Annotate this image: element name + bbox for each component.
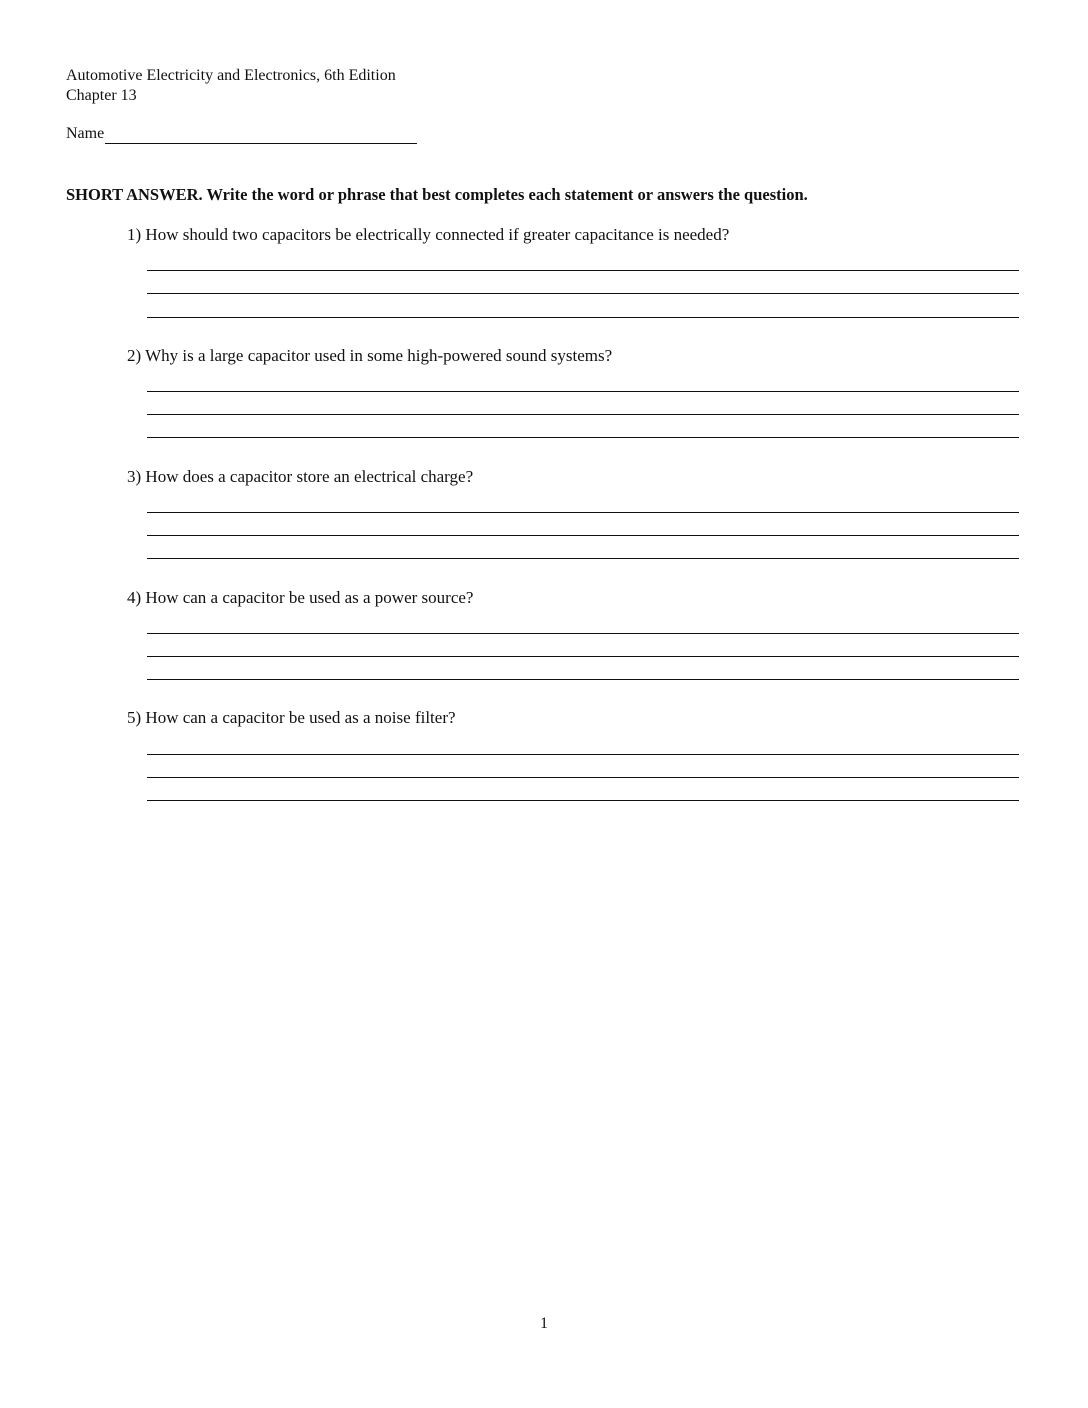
document-header (66, 66, 396, 106)
answer-line[interactable] (147, 777, 1019, 778)
question-5: 5) How can a capacitor be used as a noise filter? (127, 708, 456, 727)
answer-line[interactable] (147, 656, 1019, 657)
page-number: 1 (540, 1315, 548, 1332)
book-title: Automotive Electricity and Electronics, 6th Edition (66, 67, 396, 84)
answer-line[interactable] (147, 391, 1019, 392)
answer-line[interactable] (147, 317, 1019, 318)
answer-line[interactable] (147, 800, 1019, 801)
section-instructions: SHORT ANSWER. Write the word or phrase that best completes each statement or answers the question. (66, 185, 808, 204)
answer-line[interactable] (147, 270, 1019, 271)
answer-line[interactable] (147, 293, 1019, 294)
answer-line[interactable] (147, 414, 1019, 415)
question-3: 3) How does a capacitor store an electrical charge? (127, 467, 474, 486)
answer-line[interactable] (147, 535, 1019, 536)
name-label: Name (66, 125, 105, 142)
question-1: 1) How should two capacitors be electrically connected if greater capacitance is needed? (127, 225, 730, 244)
answer-line[interactable] (147, 558, 1019, 559)
answer-line[interactable] (147, 437, 1019, 438)
question-2: 2) Why is a large capacitor used in some high-powered sound systems? (127, 346, 613, 365)
chapter-label: Chapter 13 (66, 87, 137, 104)
answer-line[interactable] (147, 633, 1019, 634)
answer-line[interactable] (147, 679, 1019, 680)
name-blank-line[interactable] (105, 125, 417, 144)
answer-line[interactable] (147, 512, 1019, 513)
name-field-row (66, 124, 417, 144)
question-4: 4) How can a capacitor be used as a power source? (127, 588, 474, 607)
answer-line[interactable] (147, 754, 1019, 755)
